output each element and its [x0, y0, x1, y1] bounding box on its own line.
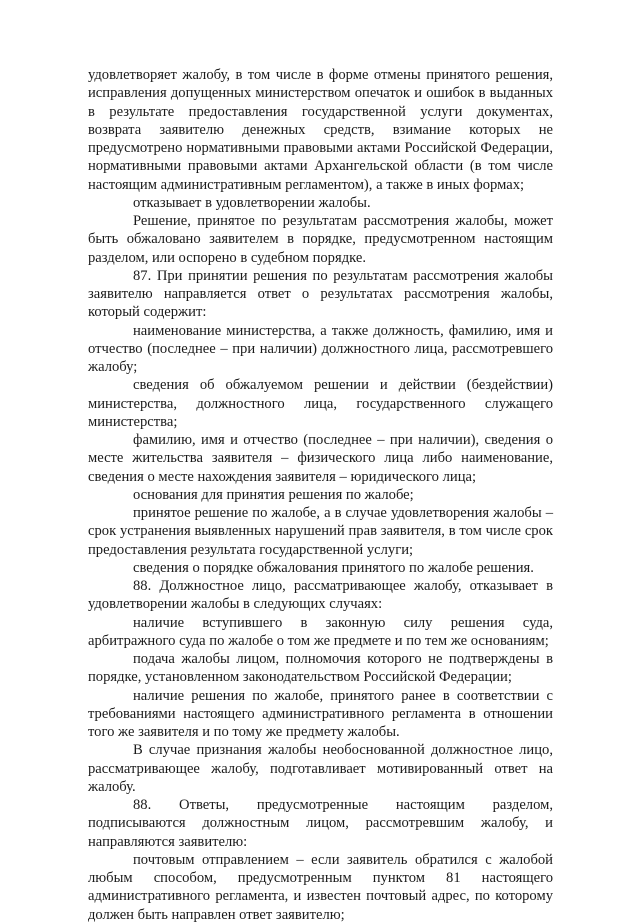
paragraph: 88. Должностное лицо, рассматривающее жалобу, отказывает в удовлетворении жалобы в следующих случаях: — [88, 578, 553, 613]
paragraph: фамилию, имя и отчество (последнее – при наличии), сведения о месте жительства заявителя – физического лица либо наименование, сведения о месте нахождения заявителя – юридического лица; — [88, 432, 553, 485]
paragraph: отказывает в удовлетворении жалобы. — [133, 194, 371, 211]
paragraph: наличие решения по жалобе, принятого ранее в соответствии с требованиями настоящего административного регламента в отношении того же заявителя и по тому же предмету жалобы. — [88, 687, 553, 740]
paragraph: сведения об обжалуемом решении и действии (бездействии) министерства, должностного лица, государственного служащего министерства; — [88, 377, 553, 430]
paragraph: Решение, принятое по результатам рассмотрения жалобы, может быть обжаловано заявителем в порядке, предусмотренном настоящим разделом, или оспорено в судебном порядке. — [88, 213, 553, 266]
document-body — [88, 66, 553, 924]
paragraph: почтовым отправлением – если заявитель обратился с жалобой любым способом, предусмотренным пунктом 81 настоящего административного регламента, и известен почтовый адрес, по которому должен быть направлен ответ заявителю; — [88, 851, 553, 923]
paragraph: 88. Ответы, предусмотренные настоящим разделом, подписываются должностным лицом, рассмотревшим жалобу, и направляются заявителю: — [88, 797, 553, 850]
paragraph: подача жалобы лицом, полномочия которого не подтверждены в порядке, установленном законодательством Российской Федерации; — [88, 651, 553, 686]
paragraph: 87. При принятии решения по результатам рассмотрения жалобы заявителю направляется ответ о результатах рассмотрения жалобы, который содержит: — [88, 267, 553, 321]
paragraph: сведения о порядке обжалования принятого по жалобе решения. — [133, 559, 534, 576]
paragraph: наименование министерства, а также должность, фамилию, имя и отчество (последнее – при наличии) должностного лица, рассмотревшего жалобу; — [88, 322, 553, 375]
paragraph: удовлетворяет жалобу, в том числе в форме отмены принятого решения, исправления допущенных министерством опечаток и ошибок в выданных в результате предоставления государственной услуги документах, возврата заявителю денежных средств, взимание которых не предусмотрено нормативными правовыми актами Российской Федерации, нормативными правовыми актами Архангельской области (в том числе настоящим административным регламентом), а также в иных формах; — [88, 67, 553, 193]
paragraph: принятое решение по жалобе, а в случае удовлетворения жалобы – срок устранения выявленных нарушений прав заявителя, в том числе срок предоставления результата государственной услуги; — [88, 505, 553, 558]
paragraph: В случае признания жалобы необоснованной должностное лицо, рассматривающее жалобу, подготавливает мотивированный ответ на жалобу. — [88, 742, 553, 795]
paragraph: основания для принятия решения по жалобе; — [133, 486, 414, 503]
paragraph: наличие вступившего в законную силу решения суда, арбитражного суда по жалобе о том же предмете и по тем же основаниям; — [88, 614, 553, 649]
